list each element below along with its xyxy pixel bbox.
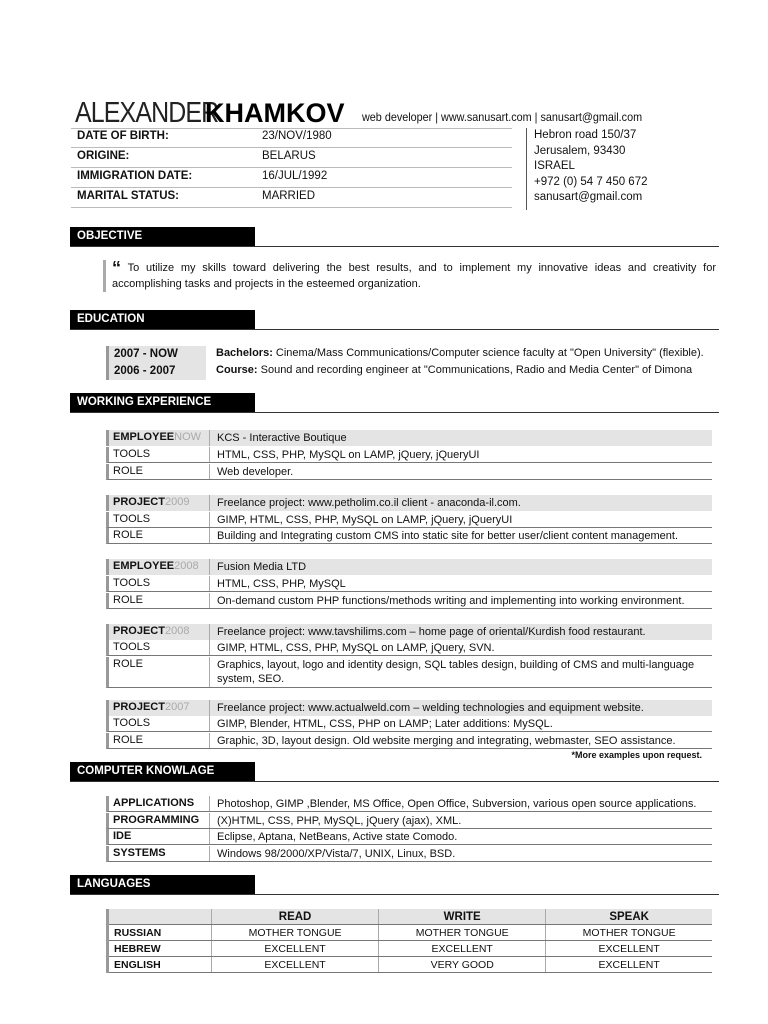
education-desc bbox=[216, 364, 692, 376]
info-row-origine bbox=[71, 148, 512, 168]
skill-label-text: SYSTEMS bbox=[113, 847, 166, 859]
skill-label-text: IDE bbox=[113, 830, 132, 842]
job-title-row bbox=[106, 430, 712, 446]
info-value: BELARUS bbox=[262, 150, 316, 162]
column-divider bbox=[209, 657, 210, 687]
language-speak: EXCELLENT bbox=[546, 941, 712, 957]
job-title-row bbox=[106, 700, 712, 716]
job-title: Fusion Media LTD bbox=[217, 561, 307, 573]
job-year: 2008 bbox=[174, 560, 199, 572]
info-label: MARITAL STATUS: bbox=[77, 190, 179, 202]
skill-value: Eclipse, Aptana, NetBeans, Active state Comodo. bbox=[217, 831, 458, 843]
column-divider bbox=[209, 576, 210, 591]
language-row bbox=[108, 941, 713, 957]
skill-label bbox=[113, 797, 209, 809]
language-name: RUSSIAN bbox=[108, 925, 212, 941]
skill-label bbox=[113, 830, 209, 842]
job-title: Freelance project: www.actualweld.com – welding technologies and equipment website. bbox=[217, 702, 644, 714]
section-rule bbox=[70, 329, 719, 330]
skill-label-text: APPLICATIONS bbox=[113, 797, 195, 809]
job-tools-row bbox=[106, 512, 712, 528]
language-read: EXCELLENT bbox=[212, 941, 379, 957]
job-tools: HTML, CSS, PHP, MySQL on LAMP, jQuery, jQueryUI bbox=[217, 449, 480, 461]
job-role-row bbox=[106, 733, 712, 749]
first-name: ALEXANDER bbox=[75, 97, 219, 129]
job-type bbox=[113, 496, 209, 508]
tools-label: TOOLS bbox=[113, 717, 151, 729]
role-label: ROLE bbox=[113, 465, 143, 477]
language-speak: MOTHER TONGUE bbox=[546, 925, 712, 941]
job-title-row bbox=[106, 559, 712, 575]
objective-body: To utilize my skills toward delivering the best results, and to implement my innovative ideas and creativity for accomplishing tasks and projects in the esteemed organization. bbox=[112, 262, 716, 290]
section-rule bbox=[70, 246, 719, 247]
education-years: 2007 - NOW bbox=[106, 346, 206, 363]
column-divider bbox=[209, 528, 210, 543]
job-role: Graphics, layout, logo and identity design, SQL tables design, building of CMS and multi-language system, SEO. bbox=[217, 659, 695, 685]
language-write: MOTHER TONGUE bbox=[379, 925, 546, 941]
language-name: ENGLISH bbox=[108, 957, 212, 973]
job-role-row bbox=[106, 657, 712, 688]
role-label: ROLE bbox=[113, 734, 143, 746]
job-tools-row bbox=[106, 640, 712, 656]
column-header-speak: SPEAK bbox=[546, 909, 712, 925]
column-divider bbox=[209, 559, 210, 575]
job-type bbox=[113, 560, 209, 572]
column-divider bbox=[209, 640, 210, 655]
job-tools-row bbox=[106, 716, 712, 732]
column-divider bbox=[209, 829, 210, 844]
column-divider bbox=[209, 495, 210, 511]
job-type bbox=[113, 431, 209, 443]
info-label: DATE OF BIRTH: bbox=[77, 130, 169, 142]
job-year: 2008 bbox=[164, 625, 190, 637]
job-year: 2007 bbox=[164, 701, 190, 713]
more-examples-note: *More examples upon request. bbox=[571, 750, 702, 760]
skill-row bbox=[106, 813, 712, 829]
skill-value: (X)HTML, CSS, PHP, MySQL, jQuery (ajax), XML. bbox=[217, 815, 462, 827]
language-speak: EXCELLENT bbox=[546, 957, 712, 973]
job-title-row bbox=[106, 624, 712, 640]
job-role-row bbox=[106, 593, 712, 609]
column-divider bbox=[209, 700, 210, 716]
address-email: sanusart@gmail.com bbox=[534, 191, 643, 203]
column-divider bbox=[209, 430, 210, 446]
role-label: ROLE bbox=[113, 529, 143, 541]
job-role-row bbox=[106, 528, 712, 544]
education-text: Sound and recording engineer at "Communications, Radio and Media Center" of Dimona bbox=[257, 364, 693, 376]
job-role-row bbox=[106, 464, 712, 480]
job-title-row bbox=[106, 495, 712, 511]
job-title: Freelance project: www.petholim.co.il client - anaconda-il.com. bbox=[217, 497, 521, 509]
job-role: Web developer. bbox=[217, 466, 294, 478]
tools-label: TOOLS bbox=[113, 577, 151, 589]
column-divider bbox=[209, 796, 210, 811]
section-objective: OBJECTIVE bbox=[70, 227, 255, 246]
job-tools: GIMP, Blender, HTML, CSS, PHP on LAMP; Later additions: MySQL. bbox=[217, 718, 553, 730]
column-divider bbox=[209, 716, 210, 731]
skill-row bbox=[106, 829, 712, 845]
education-desc bbox=[216, 347, 704, 359]
section-rule bbox=[70, 412, 719, 413]
info-value: 23/NOV/1980 bbox=[262, 130, 332, 142]
address-phone: +972 (0) 54 7 450 672 bbox=[534, 175, 648, 188]
job-tools-row bbox=[106, 447, 712, 463]
address-line: Hebron road 150/37 bbox=[534, 129, 637, 141]
tools-label: TOOLS bbox=[113, 448, 151, 460]
job-tools-row bbox=[106, 576, 712, 592]
language-read: EXCELLENT bbox=[212, 957, 379, 973]
job-title: Freelance project: www.tavshilims.com – home page of oriental/Kurdish food restaurant. bbox=[217, 626, 646, 638]
language-write: EXCELLENT bbox=[379, 941, 546, 957]
job-role: On-demand custom PHP functions/methods writing and implementing into working environment. bbox=[217, 595, 685, 607]
job-type-label: EMPLOYEE bbox=[113, 431, 175, 443]
role-label: ROLE bbox=[113, 594, 143, 606]
contact-line: web developer | www.sanusart.com | sanusart@gmail.com bbox=[362, 110, 643, 124]
section-experience: WORKING EXPERIENCE bbox=[70, 393, 255, 412]
address-line: ISRAEL bbox=[534, 160, 575, 172]
job-tools: GIMP, HTML, CSS, PHP, MySQL on LAMP, jQuery, SVN. bbox=[217, 642, 495, 654]
language-read: MOTHER TONGUE bbox=[212, 925, 379, 941]
languages-table bbox=[106, 909, 712, 973]
info-row-immigration bbox=[71, 168, 512, 188]
info-label: IMMIGRATION DATE: bbox=[77, 170, 193, 182]
education-years: 2006 - 2007 bbox=[106, 363, 206, 380]
job-type-label: PROJECT bbox=[113, 496, 165, 508]
column-divider bbox=[209, 447, 210, 462]
job-year: NOW bbox=[174, 431, 202, 443]
language-row bbox=[108, 957, 713, 973]
education-label: Bachelors: bbox=[216, 347, 273, 359]
language-name: HEBREW bbox=[108, 941, 212, 957]
job-tools: GIMP, HTML, CSS, PHP, MySQL on LAMP, jQuery, jQueryUI bbox=[217, 514, 513, 526]
column-header-write: WRITE bbox=[379, 909, 546, 925]
job-type bbox=[113, 625, 209, 637]
section-rule bbox=[70, 894, 719, 895]
info-value: MARRIED bbox=[262, 190, 316, 202]
skill-label-text: PROGRAMMING bbox=[113, 814, 200, 826]
languages-header-row bbox=[108, 909, 713, 925]
section-languages: LANGUAGES bbox=[70, 875, 255, 894]
job-role: Graphic, 3D, layout design. Old website merging and integrating, webmaster, SEO assistance. bbox=[217, 735, 676, 747]
info-value: 16/JUL/1992 bbox=[262, 170, 328, 182]
info-label: ORIGINE: bbox=[77, 150, 130, 162]
skill-row bbox=[106, 846, 712, 862]
column-divider bbox=[209, 593, 210, 608]
address-block bbox=[526, 128, 717, 210]
info-top-rule bbox=[71, 128, 512, 129]
info-row-marital bbox=[71, 188, 512, 208]
column-divider bbox=[209, 512, 210, 527]
column-divider bbox=[209, 733, 210, 748]
address-line: Jerusalem, 93430 bbox=[534, 144, 626, 157]
section-rule bbox=[70, 781, 719, 782]
objective-text bbox=[103, 260, 716, 292]
job-title: KCS - Interactive Boutique bbox=[217, 432, 347, 444]
job-tools: HTML, CSS, PHP, MySQL bbox=[217, 578, 346, 590]
job-type-label: PROJECT bbox=[113, 625, 165, 637]
section-computer: COMPUTER KNOWLAGE bbox=[70, 762, 255, 781]
education-row bbox=[106, 363, 709, 380]
education-label: Course: bbox=[216, 364, 258, 376]
info-row-dob bbox=[71, 128, 512, 148]
skill-value: Windows 98/2000/XP/Vista/7, UNIX, Linux, BSD. bbox=[217, 848, 456, 860]
education-text: Cinema/Mass Communications/Computer science faculty at "Open University" (flexible). bbox=[272, 347, 704, 359]
language-write: VERY GOOD bbox=[379, 957, 546, 973]
job-type-label: PROJECT bbox=[113, 701, 165, 713]
column-divider bbox=[209, 464, 210, 479]
job-type-label: EMPLOYEE bbox=[113, 560, 175, 572]
quote-mark: “ bbox=[112, 258, 121, 278]
skill-row bbox=[106, 796, 712, 812]
languages-corner bbox=[108, 909, 212, 925]
language-row bbox=[108, 925, 713, 941]
last-name: KHAMKOV bbox=[205, 98, 345, 128]
tools-label: TOOLS bbox=[113, 513, 151, 525]
section-education: EDUCATION bbox=[70, 310, 255, 329]
column-divider bbox=[209, 846, 210, 861]
skill-label bbox=[113, 814, 209, 826]
column-divider bbox=[209, 624, 210, 640]
skill-value: Photoshop, GIMP ,Blender, MS Office, Open Office, Subversion, various open source applications. bbox=[217, 798, 697, 810]
skill-label bbox=[113, 847, 209, 859]
column-divider bbox=[209, 813, 210, 828]
role-label: ROLE bbox=[113, 658, 143, 670]
job-year: 2009 bbox=[164, 496, 190, 508]
job-type bbox=[113, 701, 209, 713]
education-row bbox=[106, 346, 709, 363]
job-role: Building and Integrating custom CMS into static site for better user/client content management. bbox=[217, 530, 679, 542]
column-header-read: READ bbox=[212, 909, 379, 925]
tools-label: TOOLS bbox=[113, 641, 151, 653]
